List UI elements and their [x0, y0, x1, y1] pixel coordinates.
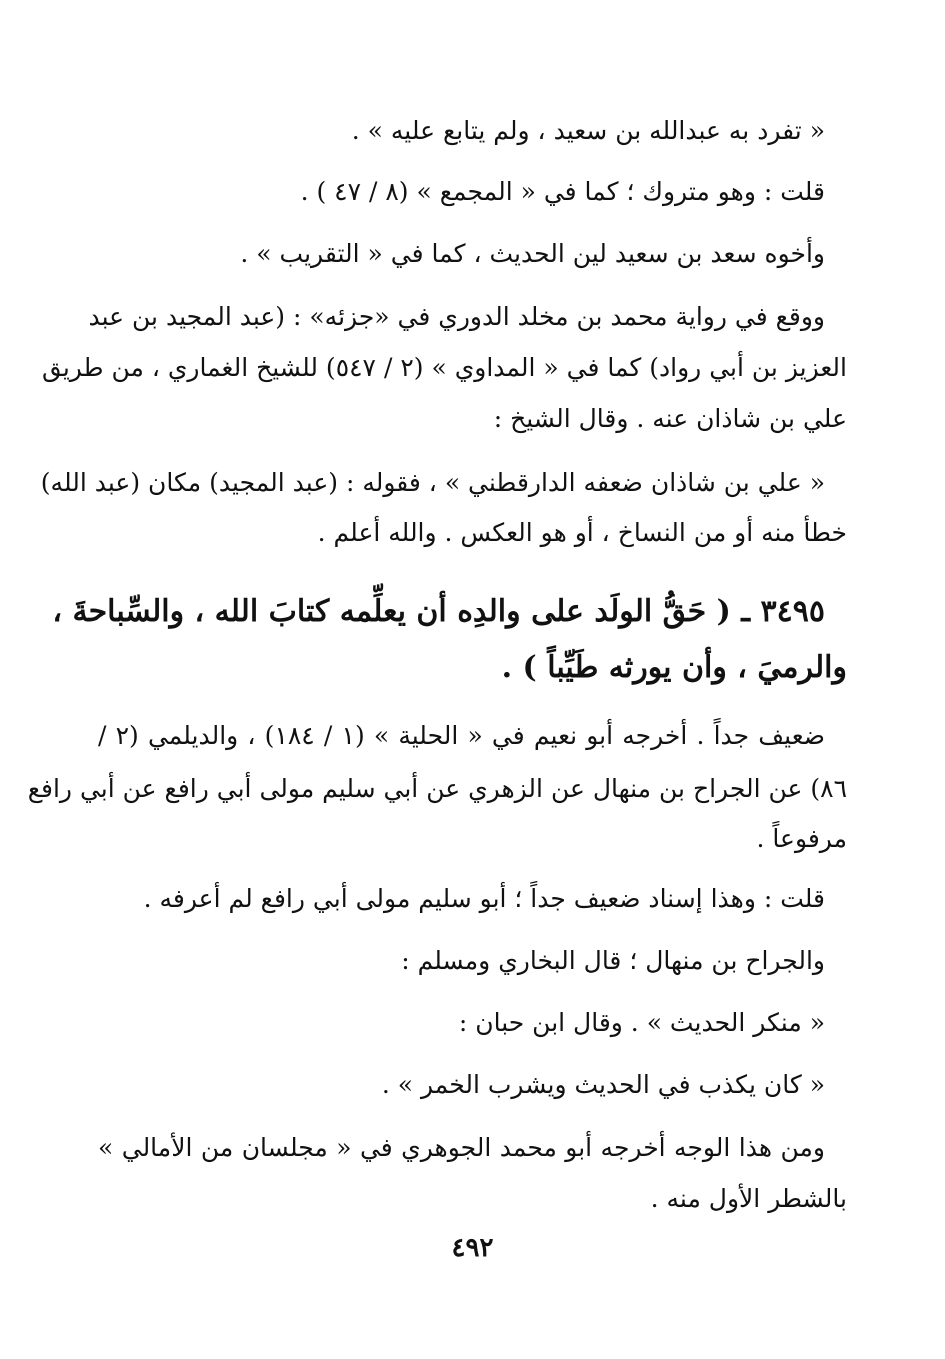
text-line: « كان يكذب في الحديث ويشرب الخمر » .: [381, 1070, 825, 1099]
hadith-heading: والرميَ ، وأن يورثه طَيِّباً ) .: [501, 650, 847, 685]
text-line: « علي بن شاذان ضعفه الدارقطني » ، فقوله : (عبد المجيد) مكان (عبد الله): [40, 468, 825, 497]
page-number: ٤٩٢: [451, 1233, 494, 1263]
text-line: بالشطر الأول منه .: [650, 1184, 847, 1213]
text-line: علي بن شاذان عنه . وقال الشيخ :: [493, 404, 847, 433]
text-line: خطأ منه أو من النساخ ، أو هو العكس . والله أعلم .: [317, 518, 847, 547]
text-line: وأخوه سعد بن سعيد لين الحديث ، كما في « التقريب » .: [240, 239, 825, 268]
text-line: « منكر الحديث » . وقال ابن حبان :: [458, 1008, 825, 1037]
text-line: ومن هذا الوجه أخرجه أبو محمد الجوهري في « مجلسان من الأمالي »: [98, 1133, 825, 1162]
text-line: ووقع في رواية محمد بن مخلد الدوري في «جزئه» : (عبد المجيد بن عبد: [88, 302, 825, 331]
text-line: قلت : وهو متروك ؛ كما في « المجمع » (٨ / ٤٧ ) .: [300, 177, 825, 206]
text-line: قلت : وهذا إسناد ضعيف جداً ؛ أبو سليم مولى أبي رافع لم أعرفه .: [143, 884, 825, 913]
text-line: والجراح بن منهال ؛ قال البخاري ومسلم :: [401, 946, 825, 975]
text-line: مرفوعاً .: [756, 824, 847, 853]
hadith-heading: ٣٤٩٥ ـ ( حَقُّ الولَد على والدِه أن يعلِّمه كتابَ الله ، والسِّباحةَ ،: [52, 594, 825, 629]
text-line: ٨٦) عن الجراح بن منهال عن الزهري عن أبي سليم مولى أبي رافع عن أبي رافع: [27, 774, 847, 803]
text-line: « تفرد به عبدالله بن سعيد ، ولم يتابع عليه » .: [351, 116, 825, 145]
text-line: العزيز بن أبي رواد) كما في « المداوي » (٢ / ٥٤٧) للشيخ الغماري ، من طريق: [42, 353, 847, 382]
text-line: ضعيف جداً . أخرجه أبو نعيم في « الحلية » (١ / ١٨٤) ، والديلمي (٢ /: [98, 721, 826, 750]
